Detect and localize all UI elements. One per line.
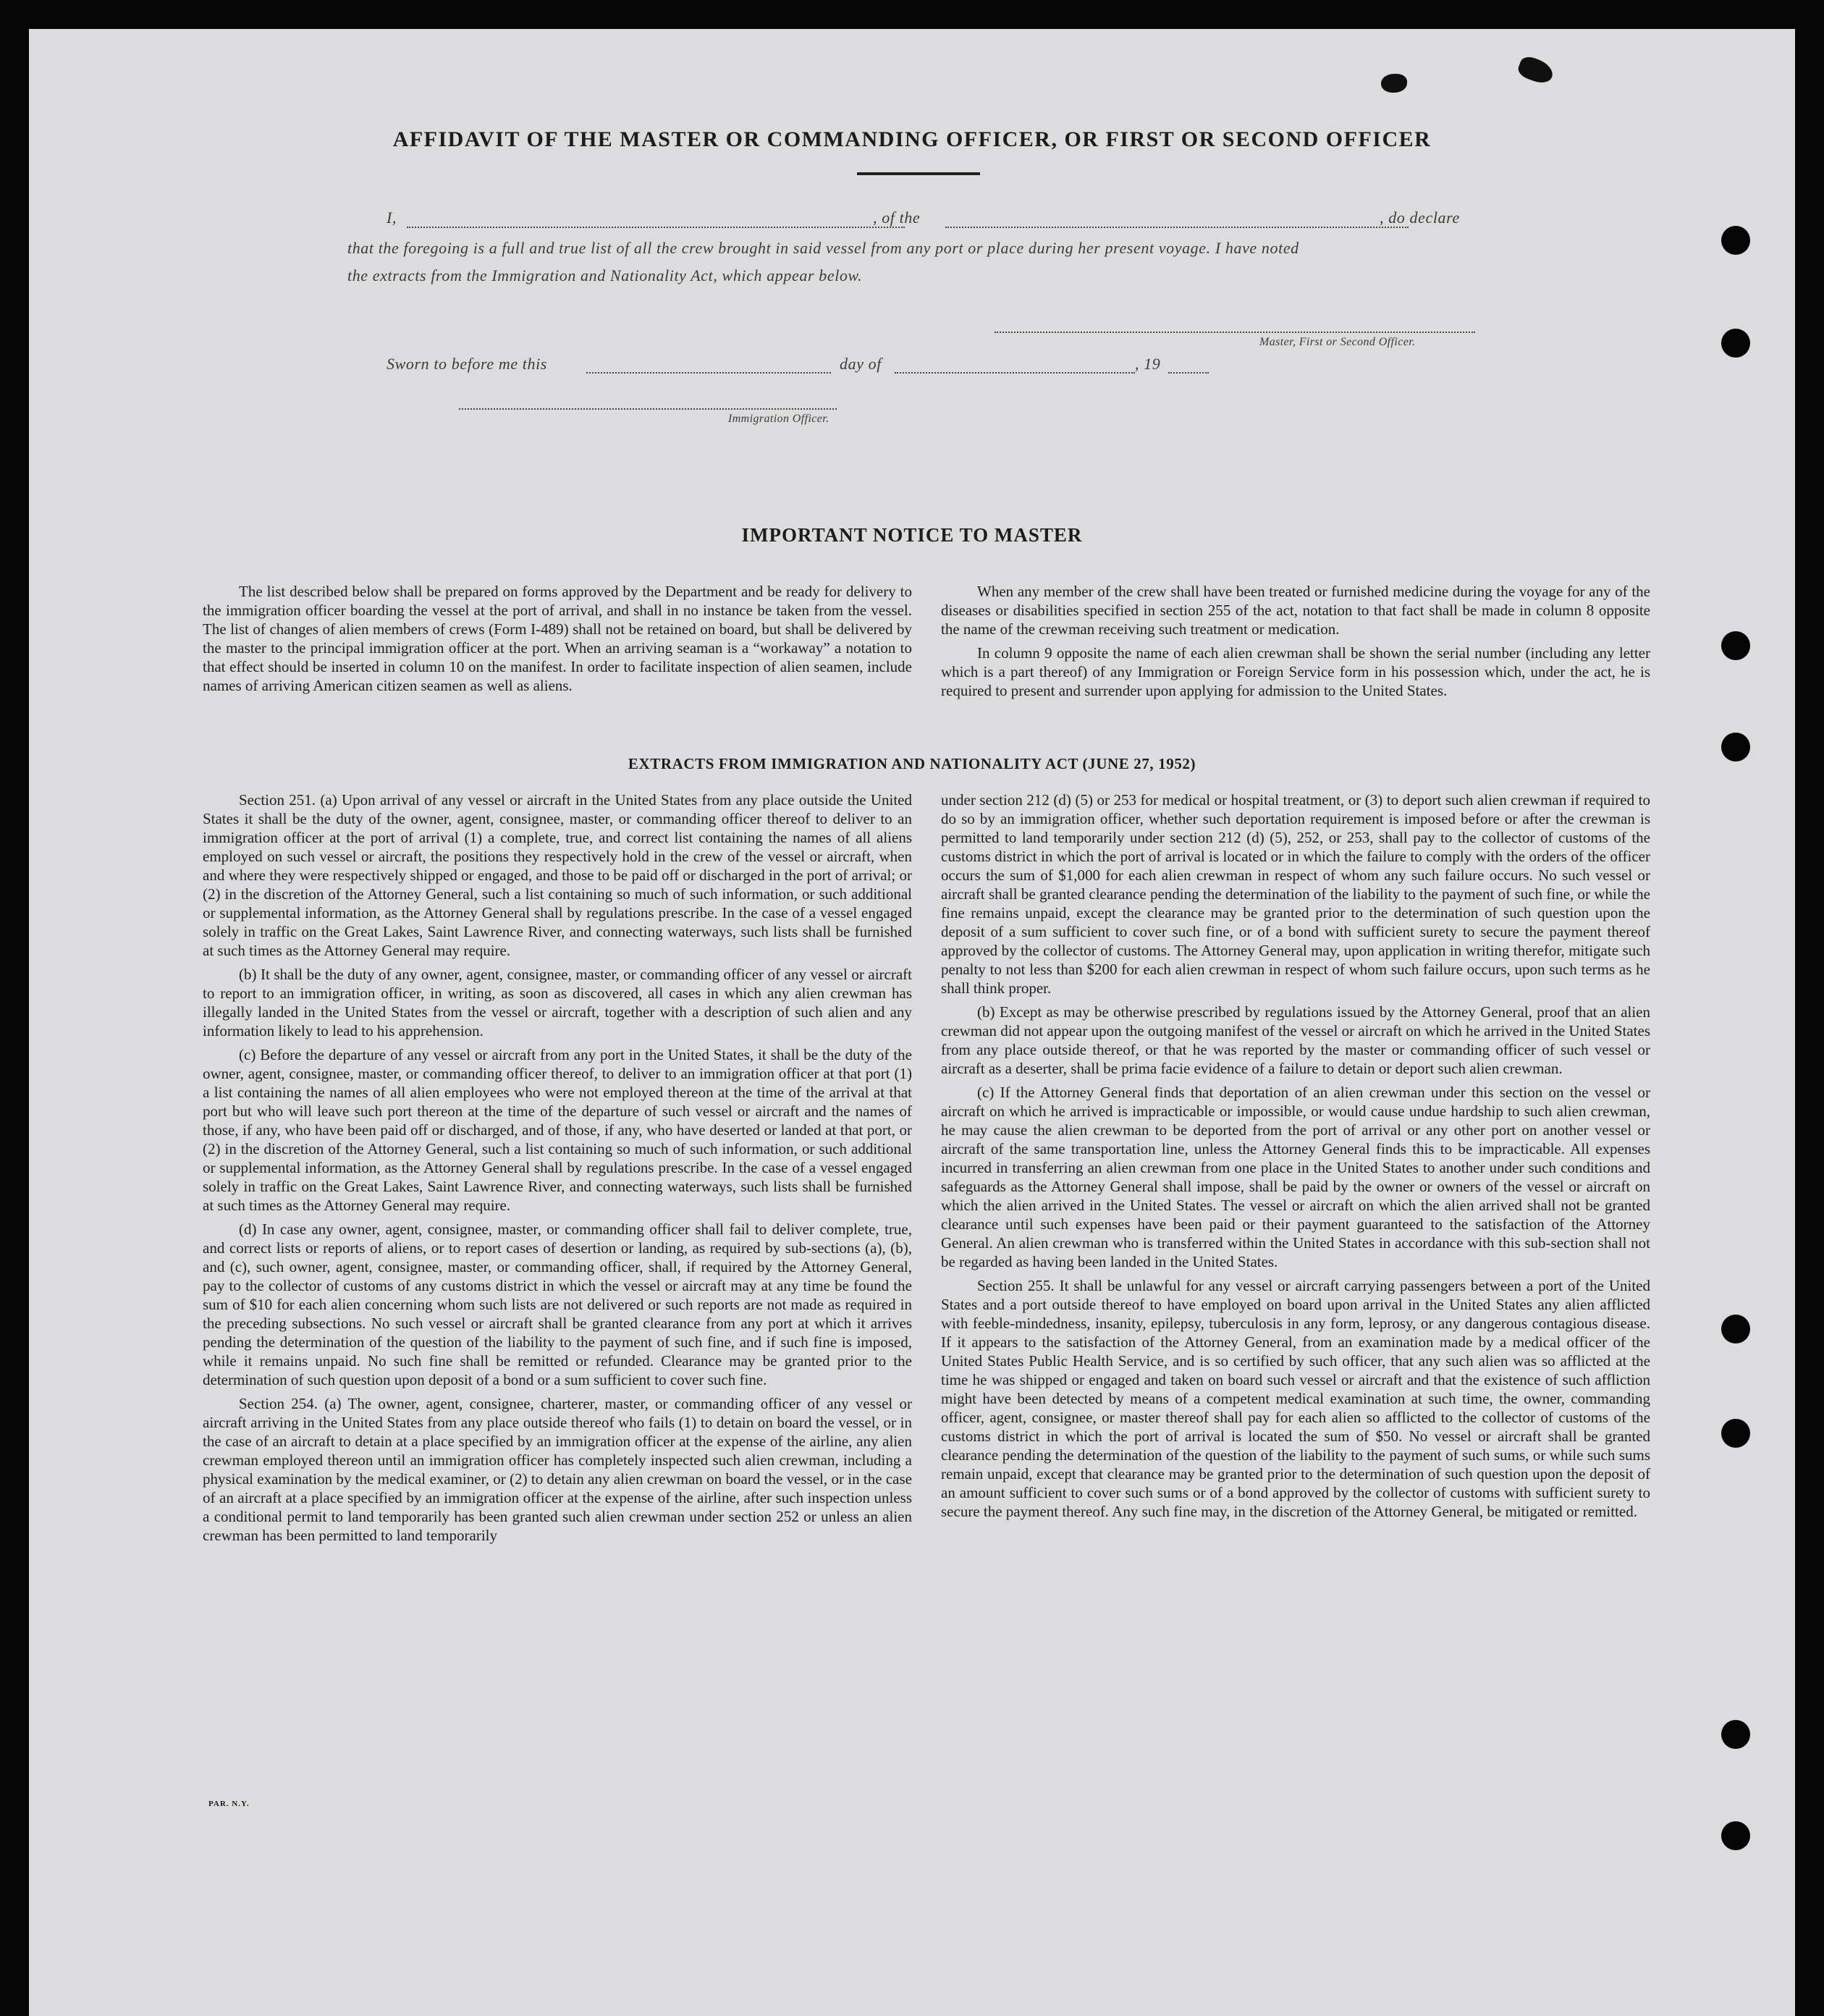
document-page [29, 29, 1795, 2016]
sworn-year-blank-line [1168, 372, 1209, 374]
affidavit-title: AFFIDAVIT OF THE MASTER OR COMMANDING OFFICER, OR FIRST OR SECOND OFFICER [392, 127, 1432, 151]
binder-hole [1721, 1419, 1750, 1448]
title-underline [857, 172, 980, 175]
name-blank-line [407, 227, 905, 228]
printer-mark: PAR. N.Y. [208, 1800, 250, 1808]
act-section-254a: Section 254. (a) The owner, agent, consignee, charterer, master, or commanding officer of any vessel or aircraft arriving in the United States from any place outside thereof who fails (1) to detain on board the vessel, or in the case of an aircraft to detain at a place specified by an immigration officer at the expense of the airline, any alien crewman employed thereon until an immigration officer has completely inspected such alien crewman, including a physical examination by the medical examiner, or (2) to detain any alien crewman on board the vessel, or in the case of an aircraft at a place specified by an immigration officer at the expense of the airline, after such inspection unless a conditional permit to land temporarily has been granted such alien crewman under section 252 or unless an alien crewman has been permitted to land temporarily [203, 1395, 912, 1544]
notice-right-column [941, 582, 1650, 705]
binder-hole [1721, 226, 1750, 255]
binder-hole [1721, 329, 1750, 358]
act-section-251d: (d) In case any owner, agent, consignee, master, or commanding officer shall fail to deliver complete, true, and correct lists or reports of aliens, or to report cases of desertion or landing, as required by sub-sections (a), (b), and (c), such owner, agent, consignee, master, or commanding officer, shall, if required by the Attorney General, pay to the collector of customs of any customs district in which the vessel or aircraft may at any time be found the sum of $10 for each alien concerning whom such lists are not delivered or such reports are not made as required in the preceding subsections. No such vessel or aircraft shall be granted clearance from any port at which it arrives pending the determination of the question of the liability to the payment of such fine, and if such fine is imposed, while it remains unpaid. No such fine shall be remitted or refunded. Clearance may be granted prior to the determination of such question upon deposit of a bond or a sum sufficient to cover such fine. [203, 1220, 912, 1388]
affidavit-of-the-label: , of the [873, 208, 921, 227]
immigration-officer-signature-line [459, 408, 837, 410]
extracts-left-column [203, 790, 912, 1550]
affidavit-i-label: I, [387, 208, 397, 227]
notice-left-column [203, 582, 912, 700]
notice-paragraph: When any member of the crew shall have been treated or furnished medicine during the voyage for any of the diseases or disabilities specified in section 255 of the act, notation to that fact shall be made in column 8 opposite the name of the crewman receiving such treatment or medication. [941, 583, 1650, 638]
ink-stain [1516, 54, 1555, 87]
act-section-251a: Section 251. (a) Upon arrival of any vessel or aircraft in the United States from any place outside the United States it shall be the duty of the owner, agent, consignee, master, or commanding officer thereof to deliver to an immigration officer at the port of arrival (1) a complete, true, and correct list containing the names of all aliens employed on such vessel or aircraft, the positions they respectively hold in the crew of the vessel or aircraft, when and where they were respectively shipped or engaged, and those to be paid off or discharged in the port of arrival; or (2) in the discretion of the Attorney General, such a list containing so much of such information, or such additional or supplemental information, as the Attorney General shall by regulations prescribe. In the case of a vessel engaged solely in traffic on the Great Lakes, Saint Lawrence River, and connecting waterways, such lists shall be furnished at such times as the Attorney General may require. [203, 791, 912, 959]
sworn-month-blank-line [895, 372, 1135, 374]
notice-paragraph: In column 9 opposite the name of each alien crewman shall be shown the serial number (including any letter which is a part thereof) of any Immigration or Foreign Service form in his possession which, under the act, he is required to present and surrender upon applying for admission to the United States. [941, 644, 1650, 699]
sworn-year-label: , 19 [1135, 355, 1161, 373]
affidavit-statement-line-2: the extracts from the Immigration and Nationality Act, which appear below. [347, 266, 863, 284]
sworn-label: Sworn to before me this [387, 355, 547, 373]
binder-hole [1721, 631, 1750, 660]
immigration-officer-label: Immigration Officer. [728, 413, 829, 425]
sworn-day-of-label: day of [840, 355, 882, 373]
ink-stain [1381, 74, 1407, 93]
affidavit-statement-line-1: that the foregoing is a full and true list of all the crew brought in said vessel from any port or place during her present voyage. I have noted [347, 239, 1299, 257]
extracts-right-column [941, 790, 1650, 1526]
binder-hole [1721, 1720, 1750, 1749]
act-section-254a-continued: under section 212 (d) (5) or 253 for medical or hospital treatment, or (3) to deport such alien crewman if required to do so by an immigration officer, whether such deportation requirement is imposed before or after the crewman is permitted to land temporarily under section 212 (d) (5), 252, or 253, shall pay to the collector of customs of the customs district in which the port of arrival is located or in which the failure to comply with the orders of the officer occurs the sum of $1,000 for each alien crewman in respect of whom any such failure occurs. No such vessel or aircraft shall be granted clearance pending the determination of the liability to the payment of such fine, or while the fine remains unpaid, except the clearance may be granted prior to the determination of such question upon the deposit of a sum sufficient to cover such fine, or of a bond with sufficient surety to secure the payment thereof approved by the collector of customs. The Attorney General may, upon application in writing therefor, mitigate such penalty to not less than $200 for each alien crewman in respect of whom such failure occurs, upon such terms as he shall think proper. [941, 791, 1650, 997]
affidavit-declare-label: , do declare [1380, 208, 1460, 227]
act-section-251b: (b) It shall be the duty of any owner, agent, consignee, master, or commanding officer of any vessel or aircraft to report to an immigration officer, in writing, as soon as discovered, all cases in which any alien crewman has illegally landed in the United States from the vessel or aircraft, together with a description of such alien and any information likely to lead to his apprehension. [203, 966, 912, 1039]
binder-hole [1721, 733, 1750, 762]
binder-hole [1721, 1821, 1750, 1850]
act-section-254b: (b) Except as may be otherwise prescribed by regulations issued by the Attorney General, proof that an alien crewman did not appear upon the outgoing manifest of the vessel or aircraft on which he arrived in the United States from any place outside thereof, or that he was reported by the master or commanding officer of such vessel or aircraft as a deserter, shall be prima facie evidence of a failure to detain or deport such alien crewman. [941, 1003, 1650, 1077]
vessel-blank-line [945, 227, 1409, 228]
act-section-255: Section 255. It shall be unlawful for any vessel or aircraft carrying passengers between a port of the United States and a port outside thereof to have employed on board upon arrival in the United States any alien afflicted with feeble-mindedness, insanity, epilepsy, tuberculosis in any form, leprosy, or any dangerous contagious disease. If it appears to the satisfaction of the Attorney General, from an examination made by a medical officer of the United States Public Health Service, and is so certified by such officer, that any such alien was so afflicted at the time he was shipped or engaged and taken on board such vessel or aircraft and that the existence of such affliction might have been detected by means of a competent medical examination at such time, the owner, commanding officer, agent, consignee, or master thereof shall pay for each alien so afflicted to the collector of customs of the customs district in which the port of arrival is located the sum of $50. No vessel or aircraft shall be granted clearance pending the determination of the question of the liability to the payment of such sums, or while such sums remain unpaid, except that clearance may be granted prior to the determination of such question upon the deposit of an amount sufficient to cover such sums or of a bond approved by the collector of customs with sufficient surety to secure the payment thereof. Any such fine may, in the discretion of the Attorney General, be mitigated or remitted. [941, 1277, 1650, 1520]
act-section-254c: (c) If the Attorney General finds that deportation of an alien crewman under this section on the vessel or aircraft on which he arrived is impracticable or impossible, or would cause undue hardship to such alien crewman, he may cause the alien crewman to be deported from the port of arrival or any other port on another vessel or aircraft of the same transportation line, unless the Attorney General finds this to be impracticable. All expenses incurred in transferring an alien crewman from one place in the United States to another under such conditions and safeguards as the Attorney General shall impose, shall be paid by the owner or owners of the vessel or aircraft on which the alien arrived in the United States. The vessel or aircraft on which the alien arrived shall not be granted clearance until such expenses have been paid or their payment guaranteed to the satisfaction of the Attorney General. An alien crewman who is transferred within the United States in accordance with this sub-section shall not be regarded as having been landed in the United States. [941, 1084, 1650, 1270]
master-signature-line [995, 332, 1475, 333]
act-section-251c: (c) Before the departure of any vessel or aircraft from any port in the United States, it shall be the duty of the owner, agent, consignee, master, or commanding officer thereof, to deliver to an immigration officer at that port (1) a list containing the names of all alien employees who were not employed thereon at the time of the arrival at that port but who will leave such port thereon at the time of the departure of such vessel or aircraft and the names of those, if any, who have been paid off or discharged, and of those, if any, who have deserted or landed at that port, or (2) in the discretion of the Attorney General, such a list containing so much of such information, or such additional or supplemental information, as the Attorney General shall by regulations prescribe. In the case of a vessel engaged solely in traffic on the Great Lakes, Saint Lawrence River, and connecting waterways, such lists shall be furnished at such times as the Attorney General may require. [203, 1046, 912, 1214]
notice-paragraph: The list described below shall be prepared on forms approved by the Department and be ready for delivery to the immigration officer boarding the vessel at the port of arrival, and shall in no instance be taken from the vessel. The list of changes of alien members of crews (Form I-489) shall not be retained on board, but shall be delivered by the master to the principal immigration officer at the port. When an arriving seaman is a “workaway” a notation to that effect should be inserted in column 10 on the manifest. In order to facilitate inspection of alien seamen, include names of arriving American citizen seamen as well as aliens. [203, 583, 912, 694]
notice-title: IMPORTANT NOTICE TO MASTER [741, 524, 1083, 546]
extracts-title: EXTRACTS FROM IMMIGRATION AND NATIONALITY ACT (JUNE 27, 1952) [628, 755, 1196, 772]
sworn-day-blank-line [586, 372, 831, 374]
master-signature-label: Master, First or Second Officer. [1259, 336, 1416, 348]
binder-hole [1721, 1315, 1750, 1344]
